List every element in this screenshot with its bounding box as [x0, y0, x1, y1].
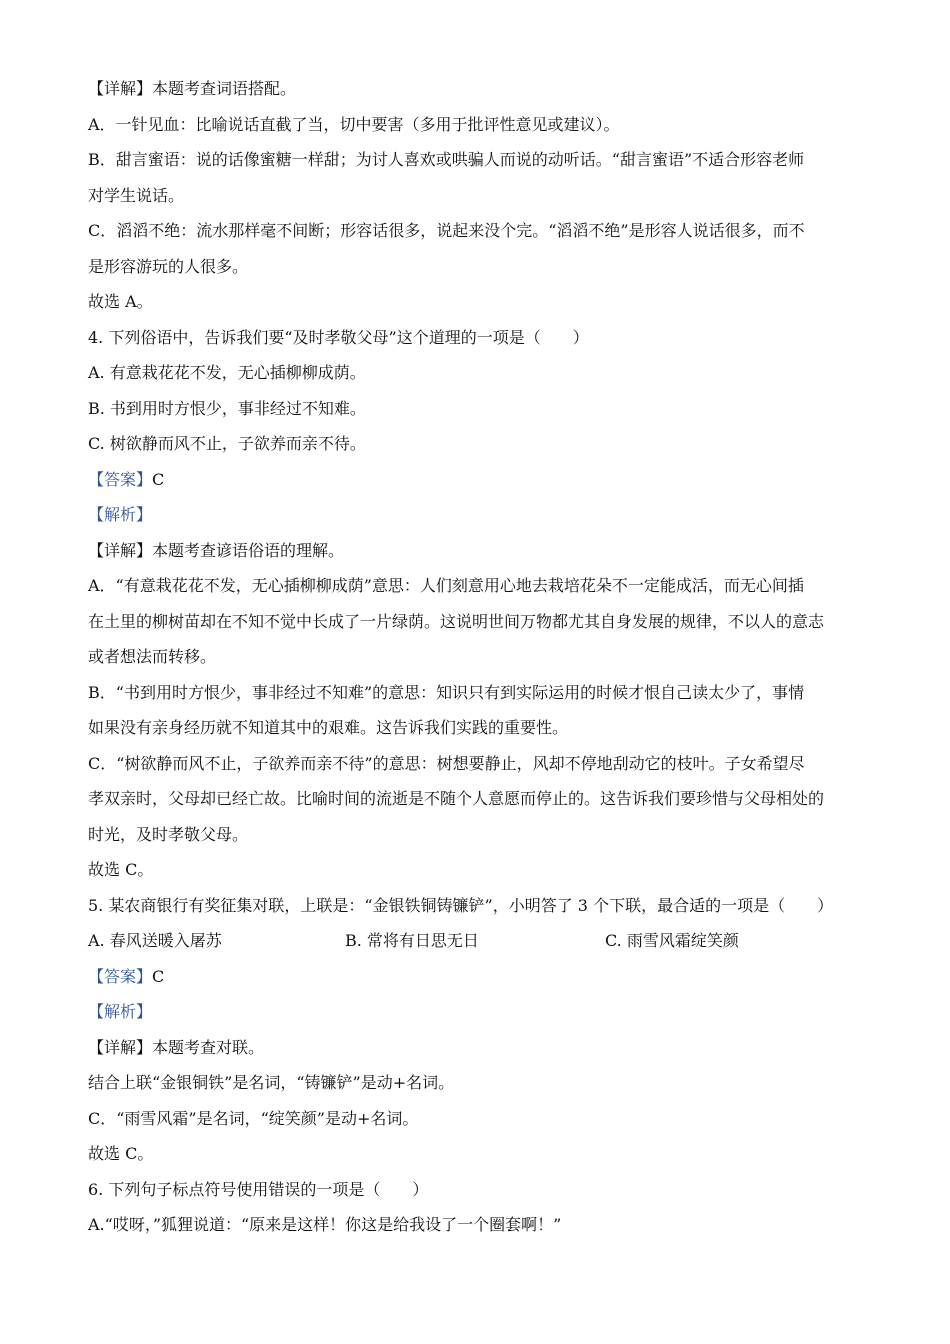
q5-option-a: A. 春风送暖入屠苏: [88, 931, 222, 950]
q5-choice: 故选 C。: [88, 1144, 154, 1163]
q3-detail: 【详解】本题考查词语搭配。: [88, 79, 297, 98]
q3-choice: 故选 A。: [88, 292, 153, 311]
q5-answer: [88, 959, 860, 995]
q4-choice: 故选 C。: [88, 860, 154, 879]
q5-answer-value: C: [152, 966, 165, 986]
q4-stem: 4. 下列俗语中，告诉我们要“及时孝敬父母”这个道理的一项是（ ）: [88, 327, 589, 347]
q6-option-a: A.“哎呀，”狐狸说道：“原来是这样！你这是给我设了一个圈套啊！”: [88, 1215, 562, 1234]
q3-explain-a: A．一针见血：比喻说话直截了当，切中要害（多用于批评性意见或建议）。: [88, 114, 620, 134]
document-page: [88, 71, 860, 1243]
q4-explain-a-line3: 或者想法而转移。: [88, 647, 217, 666]
q4-detail: 【详解】本题考查谚语俗语的理解。: [88, 540, 345, 560]
q4-explain-b-line1: B．“书到用时方恨少，事非经过不知难”的意思：知识只有到实际运用的时候才恨自己读太少了，事情: [88, 682, 805, 702]
q3-explain-b-line1: B．甜言蜜语：说的话像蜜糖一样甜；为讨人喜欢或哄骗人而说的动听话。“甜言蜜语”不适合形容老师: [88, 150, 805, 169]
q3-explain-c-line1: C．滔滔不绝：流水那样毫不间断；形容话很多，说起来没个完。“滔滔不绝”是形容人说话很多，而不: [88, 221, 805, 240]
q5-explain-line2: C．“雨雪风霜”是名词，“绽笑颜”是动+名词。: [88, 1108, 419, 1128]
q5-detail: 【详解】本题考查对联。: [88, 1037, 265, 1057]
q6-stem: 6. 下列句子标点符号使用错误的一项是（ ）: [88, 1179, 429, 1199]
q4-explain-c-line1: C．“树欲静而风不止，子欲养而亲不待”的意思：树想要静止，风却不停地刮动它的枝叶。子女希望尽: [88, 753, 805, 773]
q3-explain-c-line2: 是形容游玩的人很多。: [88, 256, 249, 276]
q5-explain-line1: 结合上联“金银铜铁”是名词，“铸镰铲”是动+名词。: [88, 1073, 455, 1092]
q5-option-b: B. 常将有日思无日: [345, 931, 479, 950]
q5-stem: 5. 某农商银行有奖征集对联，上联是：“金银铁铜铸镰铲”，小明答了 3 个下联，最合适的一项是（ ）: [88, 895, 834, 915]
q4-answer: [88, 462, 860, 498]
q4-option-c: C. 树欲静而风不止，子欲养而亲不待。: [88, 434, 366, 453]
q5-options: [88, 923, 860, 959]
q4-explain-a-line1: A．“有意栽花花不发，无心插柳柳成荫”意思：人们刻意用心地去栽培花朵不一定能成活，而无心间插: [88, 576, 804, 595]
q4-explain-c-line3: 时光，及时孝敬父母。: [88, 824, 249, 844]
q5-option-c: C. 雨雪风霜绽笑颜: [605, 931, 739, 950]
q4-explain-b-line2: 如果没有亲身经历就不知道其中的艰难。这告诉我们实践的重要性。: [88, 718, 569, 737]
q5-answer-label: 【答案】: [88, 966, 153, 986]
q3-explain-b-line2: 对学生说话。: [88, 185, 185, 205]
q4-answer-label: 【答案】: [88, 469, 153, 489]
q4-explain-a-line2: 在土里的柳树苗却在不知不觉中长成了一片绿荫。这说明世间万物都尤其自身发展的规律，不以人的意志: [88, 611, 825, 631]
q4-explain-c-line2: 孝双亲时，父母却已经亡故。比喻时间的流逝是不随个人意愿而停止的。这告诉我们要珍惜与父母相处的: [88, 789, 825, 808]
q4-option-b: B. 书到用时方恨少，事非经过不知难。: [88, 398, 366, 418]
q5-analysis-label: 【解析】: [88, 1002, 153, 1021]
q4-answer-value: C: [152, 469, 165, 489]
q4-option-a: A. 有意栽花花不发，无心插柳柳成荫。: [88, 363, 366, 382]
q4-analysis-label: 【解析】: [88, 505, 153, 524]
